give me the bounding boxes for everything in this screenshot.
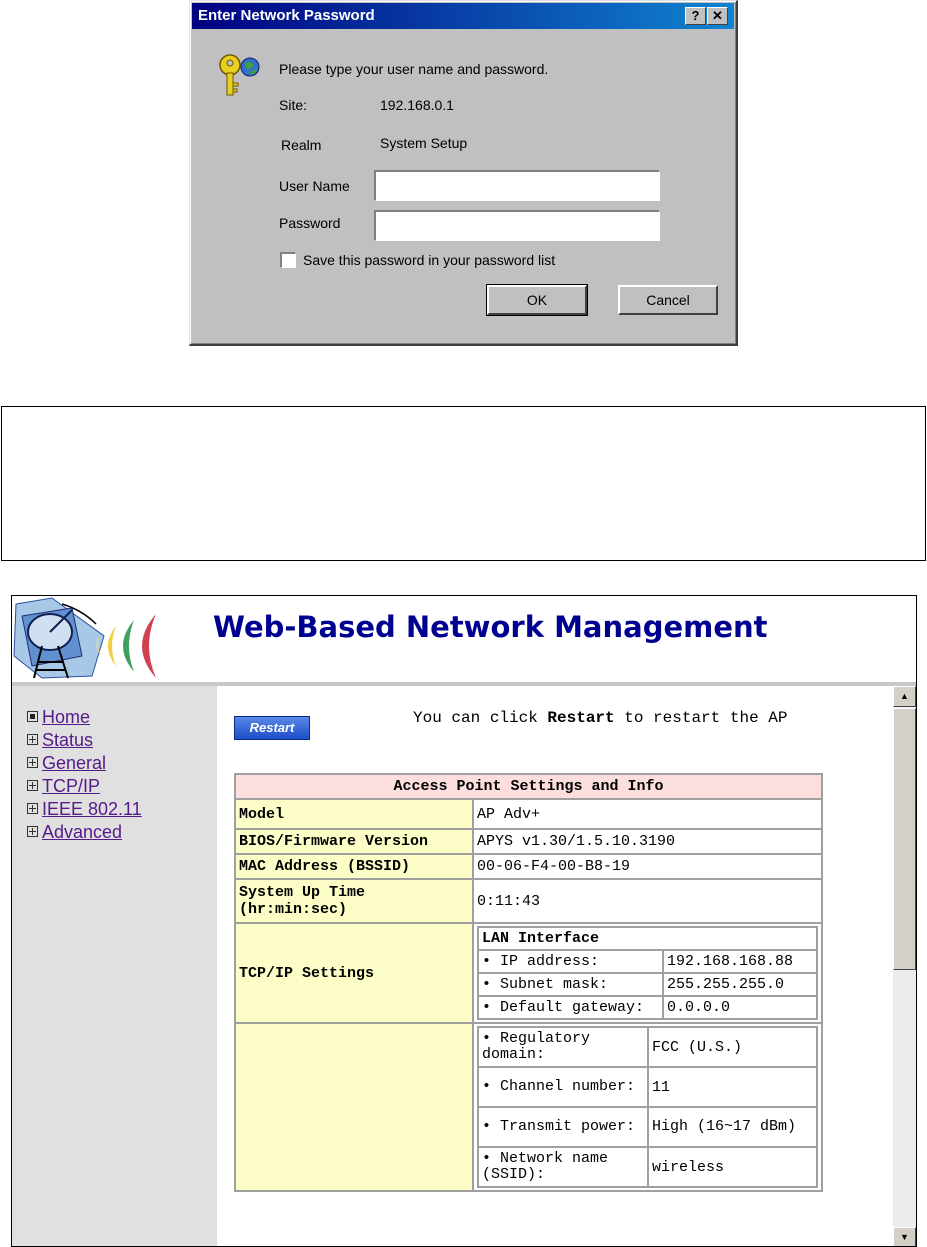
username-label [279, 178, 350, 194]
restart-hint-post: to restart the AP [614, 709, 788, 727]
table-header: Access Point Settings and Info [235, 774, 822, 799]
model-label: Model [235, 799, 473, 829]
realm-value: System Setup [380, 135, 468, 151]
nav-item-advanced[interactable] [27, 821, 142, 844]
prompt-text: Please type your user name and password. [279, 61, 549, 77]
table-row [235, 923, 822, 1023]
restart-button[interactable]: Restart [234, 716, 310, 740]
close-button[interactable]: ✕ [707, 7, 728, 25]
expand-icon [27, 757, 38, 768]
site-label: Site: [279, 97, 308, 113]
uptime-value: 0:11:43 [473, 879, 822, 923]
channel-label: • Channel number: [478, 1067, 648, 1107]
scroll-up-arrow-icon[interactable]: ▲ [893, 686, 916, 707]
username-label-text: User Name [279, 178, 350, 194]
nav-item-label: General [42, 753, 107, 773]
wireless-table [477, 1026, 818, 1188]
table-row [235, 854, 822, 879]
uptime-label: System Up Time (hr:min:sec) [235, 879, 473, 923]
expand-icon [27, 803, 38, 814]
mask-value: 255.255.255.0 [663, 973, 817, 996]
save-password-label[interactable]: Save this password in your password list [303, 252, 556, 268]
vertical-scrollbar[interactable] [893, 686, 916, 1247]
cancel-button[interactable]: Cancel [618, 285, 718, 315]
main-content [217, 686, 893, 1247]
regulatory-label: • Regulatory domain: [478, 1027, 648, 1067]
restart-hint-bold: Restart [547, 709, 615, 727]
nav-item-status[interactable] [27, 729, 142, 752]
ssid-value: wireless [648, 1147, 817, 1187]
key-icon [216, 51, 264, 101]
firmware-label: BIOS/Firmware Version [235, 829, 473, 854]
expand-icon [27, 780, 38, 791]
gateway-value: 0.0.0.0 [663, 996, 817, 1019]
nav-item-tcpip[interactable] [27, 775, 142, 798]
tcpip-label: TCP/IP Settings [235, 923, 473, 1023]
login-dialog [189, 0, 738, 346]
table-row [235, 879, 822, 923]
page-title: Web-Based Network Management [213, 610, 768, 644]
scrollbar-thumb[interactable] [893, 708, 916, 970]
wireless-label [235, 1023, 473, 1191]
nav-item-label: Status [42, 730, 94, 750]
ssid-label: • Network name (SSID): [478, 1147, 648, 1187]
model-value: AP Adv+ [473, 799, 822, 829]
nav-item-general[interactable] [27, 752, 142, 775]
browser-window [11, 595, 917, 1247]
nav-item-label: TCP/IP [42, 776, 101, 796]
nav-item-label: Home [42, 707, 91, 727]
table-row [235, 1023, 822, 1191]
nav-item-home[interactable] [27, 706, 142, 729]
transmit-value: High (16~17 dBm) [648, 1107, 817, 1147]
ip-label: • IP address: [478, 950, 663, 973]
table-row [235, 829, 822, 854]
nav-item-ieee80211[interactable] [27, 798, 142, 821]
channel-value: 11 [648, 1067, 817, 1107]
lan-interface-table [477, 926, 818, 1020]
note-box [1, 406, 926, 561]
help-button[interactable]: ? [685, 7, 706, 25]
gateway-label: • Default gateway: [478, 996, 663, 1019]
realm-label: Realm [281, 137, 322, 153]
dialog-title: Enter Network Password [198, 7, 375, 24]
satellite-logo-icon [12, 596, 187, 682]
ip-value: 192.168.168.88 [663, 950, 817, 973]
table-row [235, 799, 822, 829]
expand-icon [27, 734, 38, 745]
ap-settings-table [234, 773, 823, 1192]
dialog-titlebar [192, 3, 734, 29]
nav-item-label: IEEE 802.11 [42, 799, 142, 819]
mask-label: • Subnet mask: [478, 973, 663, 996]
ok-button[interactable]: OK [487, 285, 587, 315]
nav-item-label: Advanced [42, 822, 123, 842]
regulatory-value: FCC (U.S.) [648, 1027, 817, 1067]
site-value: 192.168.0.1 [380, 97, 454, 113]
username-input[interactable] [374, 170, 660, 201]
expand-icon [27, 826, 38, 837]
transmit-label: • Transmit power: [478, 1107, 648, 1147]
mac-value: 00-06-F4-00-B8-19 [473, 854, 822, 879]
restart-hint-pre: You can click [413, 709, 548, 727]
firmware-value: APYS v1.30/1.5.10.3190 [473, 829, 822, 854]
sidebar-nav [12, 686, 217, 1247]
save-password-checkbox[interactable] [280, 252, 296, 268]
password-input[interactable] [374, 210, 660, 241]
scroll-down-arrow-icon[interactable]: ▼ [893, 1227, 916, 1247]
bullet-icon [27, 711, 38, 722]
mac-label: MAC Address (BSSID) [235, 854, 473, 879]
page-header [12, 596, 916, 684]
lan-title: LAN Interface [478, 927, 817, 950]
restart-hint [413, 708, 843, 728]
password-label: Password [279, 215, 341, 231]
